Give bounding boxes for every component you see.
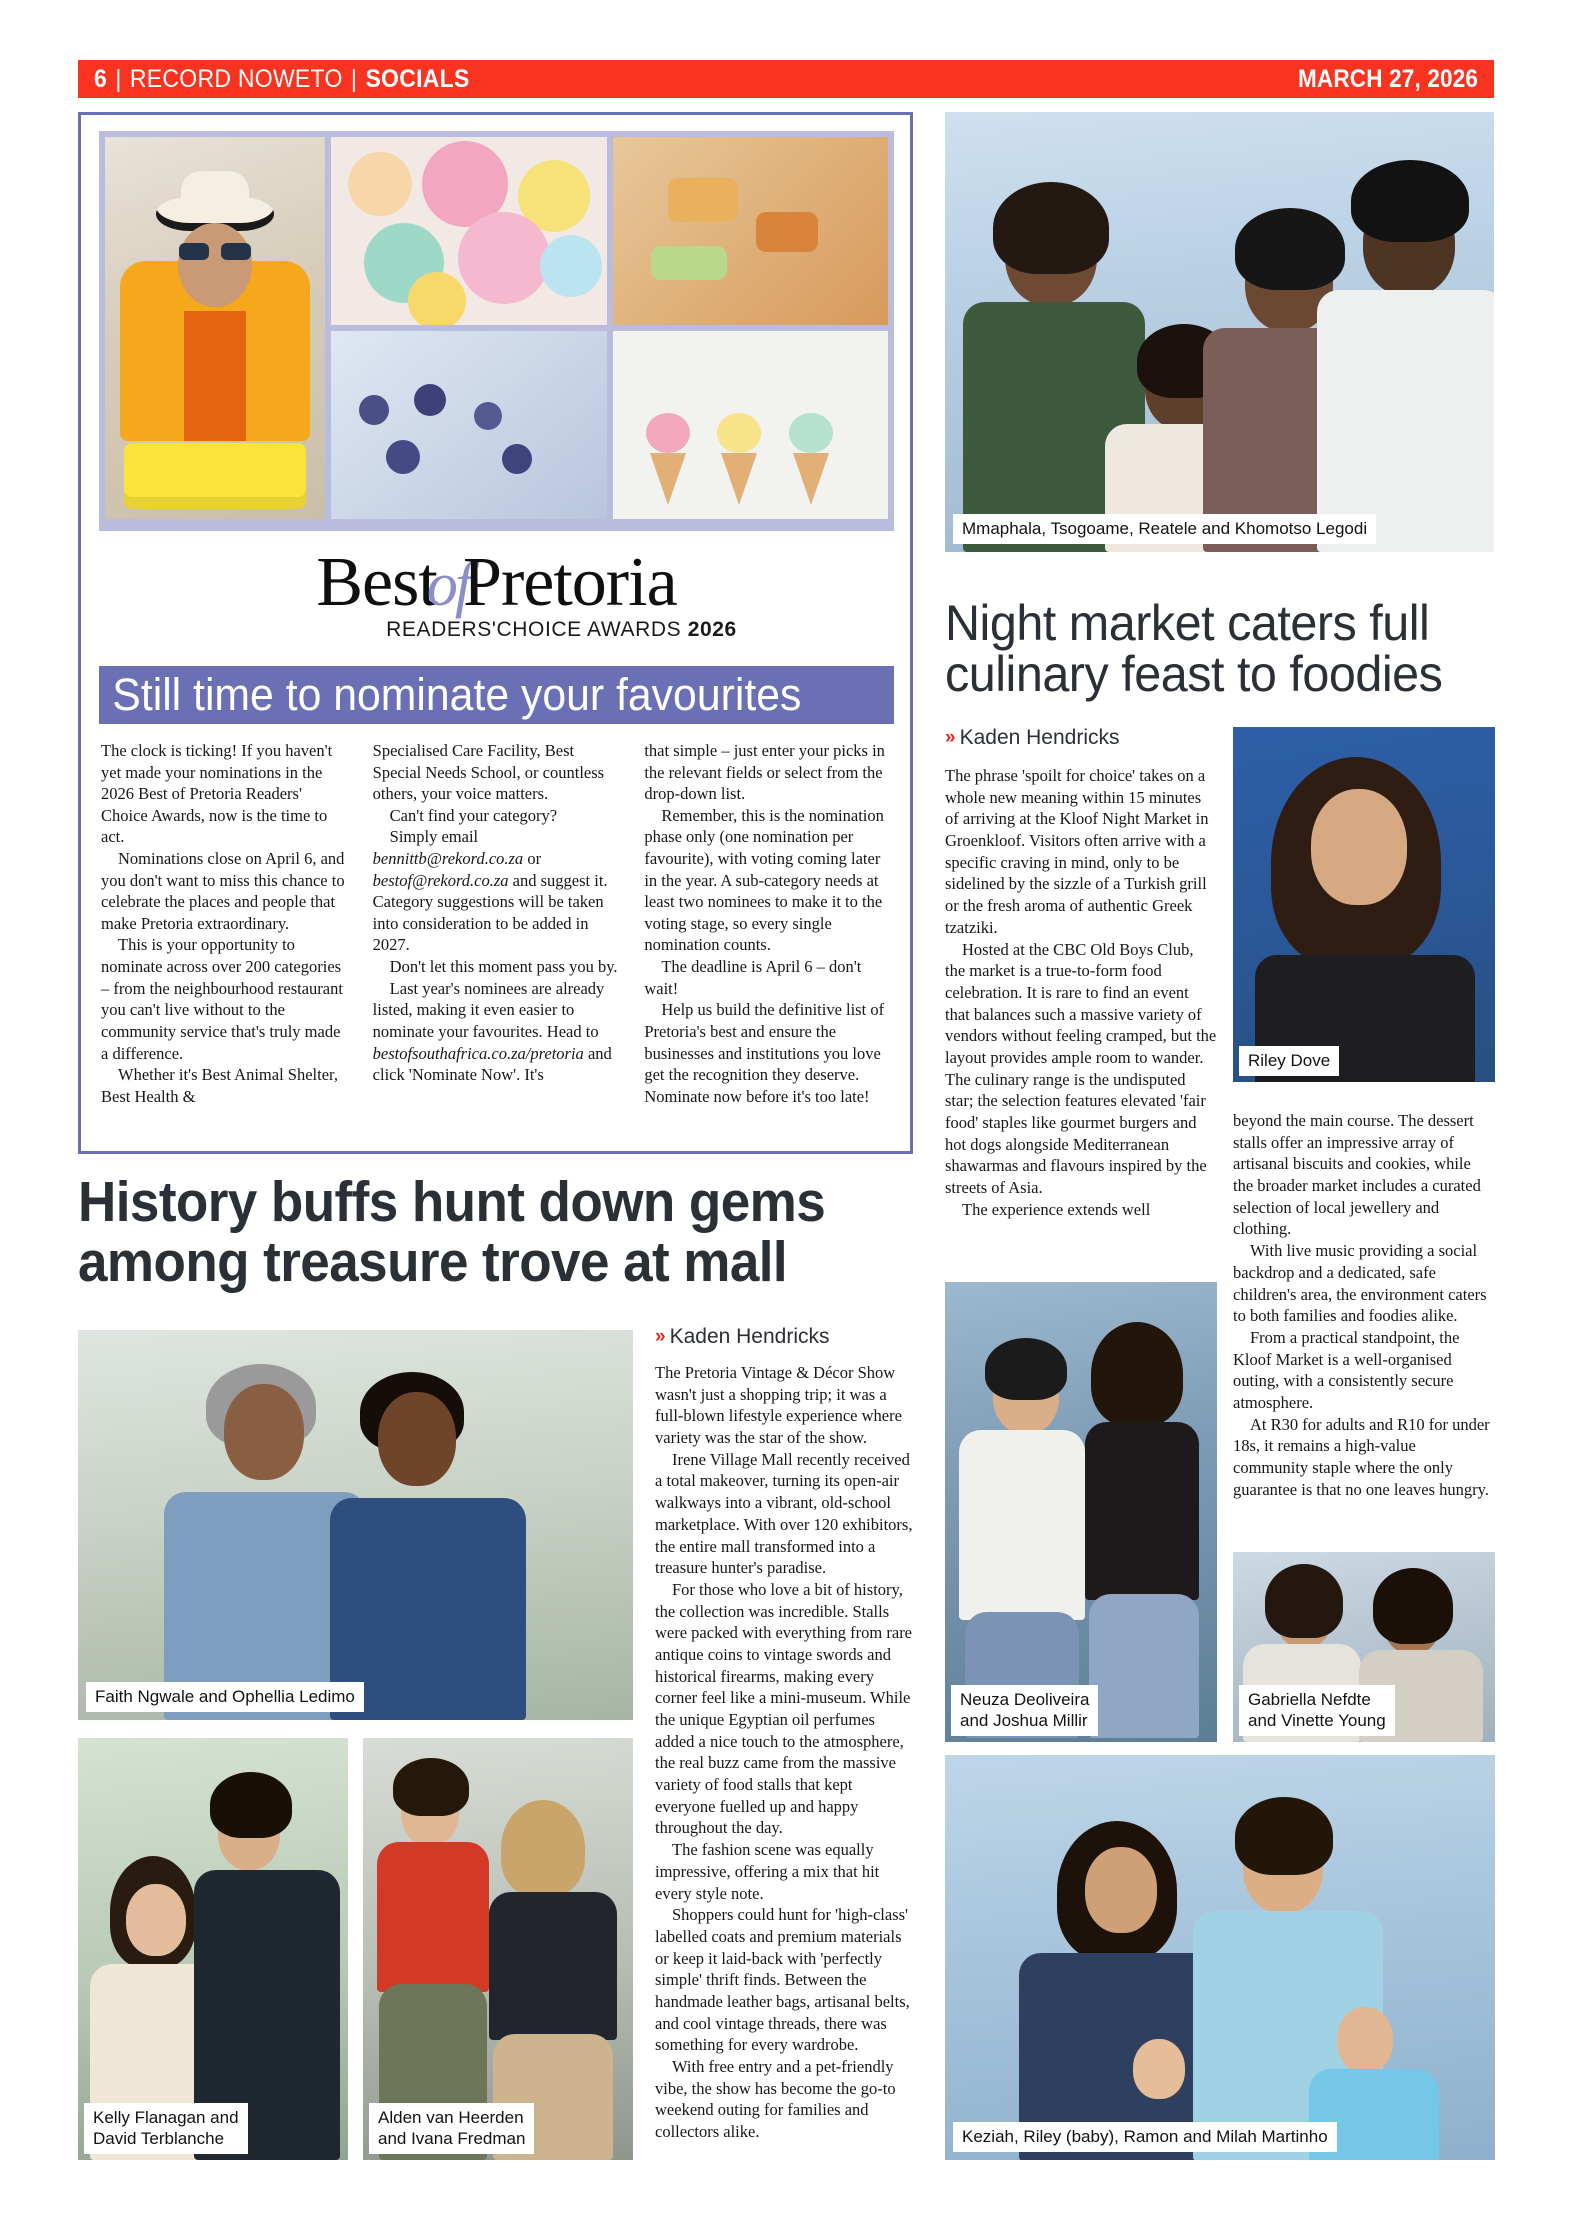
nm-right-p2: With live music providing a social backdrop and a dedicated, safe children's area, the environment caters to both families and foodies alike. — [1233, 1241, 1487, 1326]
logo-word-of: of — [426, 551, 470, 620]
night-market-photo-caption: Mmaphala, Tsogoame, Reatele and Khomotso Legodi — [953, 514, 1376, 544]
nm-left-p1: The phrase 'spoilt for choice' takes on a whole new meaning within 15 minutes of arriving at the Kloof Night Market in Groenkloof. Visitors often arrive with a specific craving in mind, only to be sidelined by the sizzle of a Turkish grill or the fresh aroma of authentic Greek tzatziki. — [945, 766, 1209, 937]
collage-photo-berries — [331, 331, 607, 519]
collage-photo-man-with-cake — [105, 137, 325, 519]
promo-c2-p4: Don't let this moment pass you by. — [389, 957, 618, 977]
promo-headline-banner — [99, 666, 894, 724]
nm-right-p3: From a practical standpoint, the Kloof Market is a well-organised outing, with a consistently secure atmosphere. — [1233, 1327, 1460, 1412]
history-buffs-body — [655, 1362, 913, 2143]
history-buffs-headline: History buffs hunt down gems among treasure trove at mall — [78, 1170, 826, 1295]
logo-subtitle — [386, 618, 737, 642]
history-buffs-photo2-caption — [84, 2103, 248, 2155]
collage-photo-ice-cream-cones — [613, 331, 889, 519]
masthead-separator-2: | — [350, 64, 358, 93]
history-buffs-byline-author: Kaden Hendricks — [669, 1325, 830, 1348]
promo-c1-p1: The clock is ticking! If you haven't yet made your nominations in the 2026 Best of Pretoria Readers' Choice Awards, now is the time to act. — [101, 741, 333, 847]
promo-c2-p5: Last year's nominees are already listed, making it even easier to nominate your favourites. Head to bestofsouthafrica.co.za/pretoria and click 'Nominate Now'. It's — [372, 978, 612, 1085]
night-market-body-left — [945, 765, 1217, 1220]
promo-c3-p1: that simple – just enter your picks in the relevant fields or select from the drop-down list. — [644, 741, 885, 804]
history-buffs-photo1-caption: Faith Ngwale and Ophellia Ledimo — [86, 1682, 364, 1712]
page-number: 6 — [94, 64, 108, 93]
hb-p4: The fashion scene was equally impressive, offering a mix that hit every style note. — [655, 1840, 880, 1903]
night-market-headline: Night market caters full culinary feast to foodies — [945, 595, 1443, 702]
history-buffs-two-women-photo — [78, 1330, 633, 1720]
promo-email-1: bennittb@rekord.co.za — [372, 849, 524, 869]
history-buffs-byline — [655, 1325, 830, 1349]
promo-photo-collage — [99, 131, 894, 531]
promo-c1-p4: Whether it's Best Animal Shelter, Best Health & — [101, 1065, 338, 1106]
promo-column-1 — [101, 740, 351, 1107]
nm-left-p2: Hosted at the CBC Old Boys Club, the market is a true-to-form food celebration. It is rare to find an event that balances such a massive variety of vendors without feeling cramped, but the layout provides ample room to wander. The culinary range is the undisputed star; the selection features elevated 'fair food' staples like gourmet burgers and hot dogs alongside Mediterranean shawarmas and flavours inspired by the streets of Asia. — [945, 939, 1217, 1198]
hb-p1: The Pretoria Vintage & Décor Show wasn't just a shopping trip; it was a full-blown lifestyle experience where variety was the star of the show. — [655, 1363, 902, 1448]
night-market-friends-caption — [1239, 1685, 1395, 1737]
hb-p6: With free entry and a pet-friendly vibe, the show has become the go-to weekend outing for families and collectors alike. — [655, 2057, 896, 2142]
promo-headline: Still time to nominate your favourites — [112, 669, 802, 720]
history-buffs-pair-photo — [363, 1738, 633, 2160]
promo-c1-p2: Nominations close on April 6, and you don't want to miss this chance to celebrate the places and people that make Pretoria extraordinary. — [101, 849, 345, 933]
caption-line-2: and Joshua Millir — [960, 1710, 1088, 1730]
logo-wordmark — [316, 544, 677, 622]
hb-p3: For those who love a bit of history, the collection was incredible. Stalls were packed with everything from rare antique coins to vintage swords and historical firearms, making every corner feel like a mini-museum. While the unique Egyptian oil perfumes added a nice touch to the atmosphere, the real buzz came from the massive variety of food stalls that kept everyone fuelled up and happy throughout the day. — [655, 1579, 913, 1838]
hb-p2: Irene Village Mall recently received a total makeover, turning its open-air walkways into a vibrant, old-school marketplace. With over 120 exhibitors, the entire mall transformed into a treasure hunter's paradise. — [655, 1449, 913, 1578]
promo-c2-p3: Simply email bennittb@rekord.co.za or bestof@rekord.co.za and suggest it. Category suggestions will be taken into consideration to be added in 2027. — [372, 827, 608, 955]
issue-date: MARCH 27, 2026 — [1297, 64, 1478, 93]
night-market-body-right — [1233, 1110, 1495, 1500]
promo-c1-p3: This is your opportunity to nominate across over 200 categories – from the neighbourhood restaurant you can't live without to the community service that's truly made a difference. — [101, 935, 343, 1063]
night-market-family-photo — [945, 1755, 1495, 2160]
logo-subtitle-text: READERS'CHOICE AWARDS — [386, 617, 682, 641]
night-market-friends-photo — [1233, 1552, 1495, 1742]
collage-photo-balloons — [331, 137, 607, 325]
best-of-pretoria-logo — [99, 535, 894, 657]
caption-line-2: David Terblanche — [93, 2128, 225, 2148]
caption-line-1: Gabriella Nefdte — [1248, 1689, 1371, 1709]
night-market-family-caption: Keziah, Riley (baby), Ramon and Milah Martinho — [953, 2122, 1337, 2152]
nm-left-p3: The experience extends well — [962, 1199, 1151, 1219]
night-market-group-photo — [945, 112, 1494, 552]
logo-word-best: Best — [316, 544, 437, 622]
night-market-portrait-caption: Riley Dove — [1239, 1046, 1339, 1076]
promo-c3-p4: Help us build the definitive list of Pretoria's best and ensure the businesses and institutions you love get the recognition they deserve. Nominate now before it's too late! — [644, 1000, 885, 1106]
masthead-left-group — [94, 65, 470, 94]
history-buffs-couple-photo — [78, 1738, 348, 2160]
promo-column-3 — [644, 740, 894, 1107]
promo-url: bestofsouthafrica.co.za/pretoria — [372, 1043, 584, 1063]
promo-c2-p1: Specialised Care Facility, Best Special Needs School, or countless others, your voice matters. — [372, 741, 605, 804]
night-market-byline — [945, 726, 1120, 750]
byline-chevron-icon: » — [945, 727, 953, 748]
nm-right-p4: At R30 for adults and R10 for under 18s, it remains a high-value community staple where the only guarantee is that no one leaves hungry. — [1233, 1414, 1490, 1499]
night-market-couple-caption — [951, 1685, 1098, 1737]
promo-column-2 — [373, 740, 623, 1107]
caption-line-1: Neuza Deoliveira — [960, 1689, 1090, 1709]
caption-line-2: and Ivana Fredman — [378, 2128, 526, 2148]
best-of-pretoria-promo-box — [78, 112, 913, 1154]
byline-chevron-icon: » — [655, 1326, 663, 1347]
publication-name: RECORD NOWETO — [129, 64, 343, 93]
logo-word-pretoria: Pretoria — [463, 544, 677, 622]
caption-line-1: Kelly Flanagan and — [93, 2107, 239, 2127]
logo-year: 2026 — [687, 617, 737, 641]
night-market-couple-photo — [945, 1282, 1217, 1742]
history-buffs-photo3-caption — [369, 2103, 534, 2155]
nm-right-p1: beyond the main course. The dessert stalls offer an impressive array of artisanal biscuits and cookies, while the broader market includes a curated selection of local jewellery and clothing. — [1233, 1111, 1481, 1239]
night-market-portrait-photo — [1233, 727, 1495, 1082]
promo-c2-p2: Can't find your category? — [389, 805, 558, 825]
hb-p5: Shoppers could hunt for 'high-class' labelled coats and premium materials or keep it laid-back with 'perfectly simple' thrift finds. Between the handmade leather bags, artisanal belts, and cool vintage threads, there was something for every wardrobe. — [655, 1905, 910, 2055]
caption-line-2: and Vinette Young — [1248, 1710, 1386, 1730]
section-name: SOCIALS — [365, 64, 470, 93]
masthead-bar — [78, 60, 1494, 98]
promo-c3-p3: The deadline is April 6 – don't wait! — [644, 957, 862, 998]
promo-article-columns — [101, 740, 894, 1107]
collage-photo-food-platter — [613, 137, 889, 325]
night-market-byline-author: Kaden Hendricks — [959, 726, 1120, 749]
promo-email-2: bestof@rekord.co.za — [372, 870, 509, 890]
promo-c3-p2: Remember, this is the nomination phase only (one nomination per favourite), with voting coming later in the year. A sub-category needs at least two nominees to make it to the voting stage, so every single nomination counts. — [644, 805, 884, 955]
masthead-separator-1: | — [115, 64, 122, 93]
caption-line-1: Alden van Heerden — [378, 2107, 524, 2127]
